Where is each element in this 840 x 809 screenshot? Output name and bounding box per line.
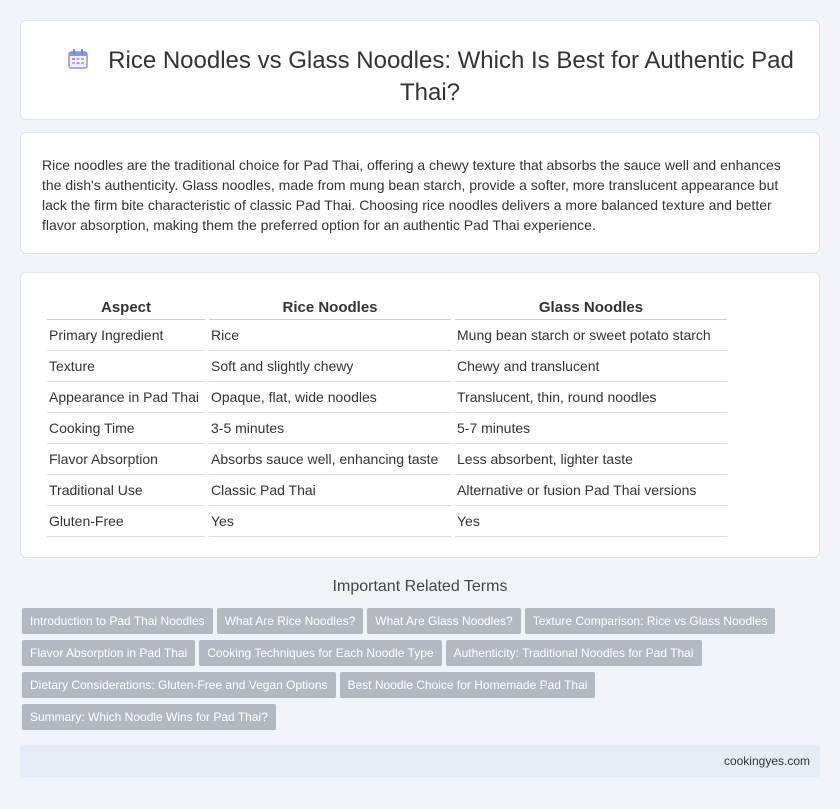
table-cell: Gluten-Free [47, 506, 205, 537]
footer-site-link[interactable]: cookingyes.com [723, 754, 810, 768]
comparison-card [20, 272, 820, 558]
table-row [47, 351, 727, 382]
intro-card [20, 132, 820, 254]
table-row [47, 382, 727, 413]
header-aspect: Aspect [47, 295, 205, 320]
related-terms-heading: Important Related Terms [332, 578, 508, 595]
table-cell: Translucent, thin, round noodles [455, 382, 727, 413]
table-cell: Opaque, flat, wide noodles [209, 382, 451, 413]
related-tag[interactable]: Cooking Techniques for Each Noodle Type [199, 640, 441, 666]
intro-paragraph: Rice noodles are the traditional choice for Pad Thai, offering a chewy texture that absorbs the sauce well and enhances the dish's authenticity. Glass noodles, made from mung bean starch, provide a softer, more translucent appearance but lack the firm bite characteristic of classic Pad Thai. Choosing rice noodles delivers a more balanced texture and better flavor absorption, making them the preferred option for an authentic Pad Thai experience. [42, 157, 781, 233]
table-cell: Yes [209, 506, 451, 537]
title-card [20, 20, 820, 120]
related-tag[interactable]: Best Noodle Choice for Homemade Pad Thai [340, 672, 596, 698]
footer [20, 745, 820, 777]
related-tag[interactable]: What Are Glass Noodles? [367, 608, 520, 634]
table-cell: Traditional Use [47, 475, 205, 506]
table-cell: 5-7 minutes [455, 413, 727, 444]
related-tag[interactable]: Flavor Absorption in Pad Thai [22, 640, 195, 666]
page-title [61, 45, 799, 109]
table-row [47, 413, 727, 444]
table-cell: Cooking Time [47, 413, 205, 444]
page-title-text: Rice Noodles vs Glass Noodles: Which Is Best for Authentic Pad Thai? [108, 47, 794, 106]
table-cell: Appearance in Pad Thai [47, 382, 205, 413]
table-cell: Mung bean starch or sweet potato starch [455, 320, 727, 351]
related-tag[interactable]: Summary: Which Noodle Wins for Pad Thai? [22, 704, 276, 730]
related-tag[interactable]: Authenticity: Traditional Noodles for Pad Thai [446, 640, 702, 666]
related-tag[interactable]: Introduction to Pad Thai Noodles [22, 608, 213, 634]
comparison-table [43, 295, 731, 537]
table-row [47, 320, 727, 351]
table-cell: Classic Pad Thai [209, 475, 451, 506]
table-cell: Chewy and translucent [455, 351, 727, 382]
related-terms-tags [22, 608, 812, 736]
related-tag[interactable]: Texture Comparison: Rice vs Glass Noodles [525, 608, 776, 634]
table-cell: Absorbs sauce well, enhancing taste [209, 444, 451, 475]
table-cell: Primary Ingredient [47, 320, 205, 351]
table-cell: Texture [47, 351, 205, 382]
header-rice-noodles: Rice Noodles [209, 295, 451, 320]
calendar-icon [66, 47, 90, 71]
table-row [47, 506, 727, 537]
table-cell: 3-5 minutes [209, 413, 451, 444]
table-cell: Flavor Absorption [47, 444, 205, 475]
table-cell: Rice [209, 320, 451, 351]
table-row [47, 444, 727, 475]
related-tag[interactable]: What Are Rice Noodles? [217, 608, 364, 634]
related-tag[interactable]: Dietary Considerations: Gluten-Free and Vegan Options [22, 672, 336, 698]
table-cell: Yes [455, 506, 727, 537]
table-row [47, 475, 727, 506]
table-cell: Less absorbent, lighter taste [455, 444, 727, 475]
header-glass-noodles: Glass Noodles [455, 295, 727, 320]
table-cell: Soft and slightly chewy [209, 351, 451, 382]
table-header-row [47, 295, 727, 320]
table-cell: Alternative or fusion Pad Thai versions [455, 475, 727, 506]
